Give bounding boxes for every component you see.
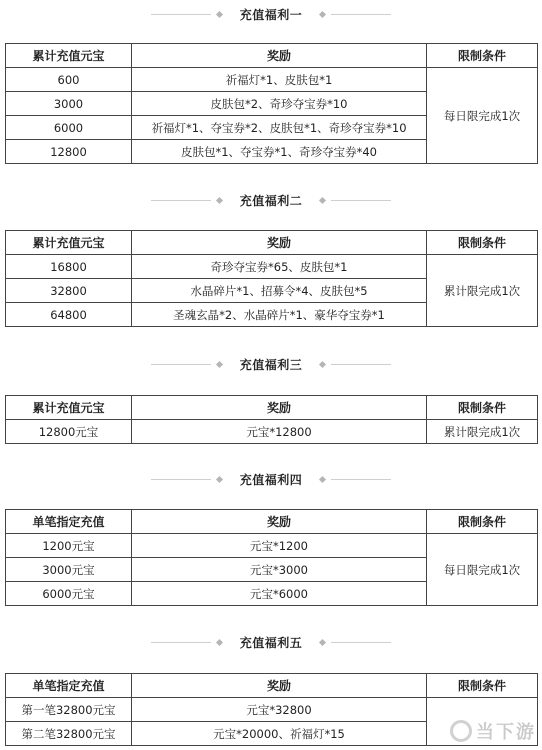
header-amount: 累计充值元宝: [6, 44, 132, 68]
header-condition: 限制条件: [427, 510, 538, 534]
header-condition: 限制条件: [427, 674, 538, 698]
title-line: [331, 364, 391, 365]
cell-amount: 3000元宝: [6, 558, 132, 582]
table-row: [6, 68, 538, 92]
diamond-icon: [216, 10, 223, 17]
header-reward: 奖励: [132, 674, 427, 698]
title-line: [151, 14, 211, 15]
section-heading: 充值福利一: [239, 7, 303, 22]
cell-amount: 64800: [6, 303, 132, 327]
cell-reward: 水晶碎片*1、招募令*4、皮肤包*5: [132, 279, 427, 303]
table-header-row: [6, 510, 538, 534]
cell-condition: 每日限完成1次: [427, 68, 538, 164]
reward-table-4: [5, 509, 538, 606]
cell-reward: 圣魂玄晶*2、水晶碎片*1、豪华夺宝券*1: [132, 303, 427, 327]
title-line: [331, 200, 391, 201]
watermark-text: 当下游: [476, 722, 536, 743]
diamond-icon: [319, 360, 326, 367]
cell-reward: 元宝*6000: [132, 582, 427, 606]
table-header-row: [6, 396, 538, 420]
title-line: [151, 200, 211, 201]
header-reward: 奖励: [132, 396, 427, 420]
cell-amount: 6000: [6, 116, 132, 140]
diamond-icon: [216, 196, 223, 203]
diamond-icon: [319, 196, 326, 203]
table-row: [6, 420, 538, 444]
section-title-4: [0, 467, 542, 491]
diamond-icon: [216, 638, 223, 645]
cell-amount: 6000元宝: [6, 582, 132, 606]
header-amount: 单笔指定充值: [6, 674, 132, 698]
cell-amount: 600: [6, 68, 132, 92]
cell-amount: 12800元宝: [6, 420, 132, 444]
cell-amount: 3000: [6, 92, 132, 116]
title-line: [151, 642, 211, 643]
cell-amount: 1200元宝: [6, 534, 132, 558]
section-title-2: [0, 188, 542, 212]
cell-reward: 元宝*20000、祈福灯*15: [132, 722, 427, 746]
header-condition: 限制条件: [427, 44, 538, 68]
cell-reward: 祈福灯*1、夺宝券*2、皮肤包*1、奇珍夺宝券*10: [132, 116, 427, 140]
title-line: [151, 479, 211, 480]
diamond-icon: [319, 10, 326, 17]
header-amount: 累计充值元宝: [6, 396, 132, 420]
section-heading: 充值福利五: [239, 635, 303, 650]
cell-reward: 皮肤包*2、奇珍夺宝券*10: [132, 92, 427, 116]
title-line: [151, 364, 211, 365]
cell-reward: 元宝*3000: [132, 558, 427, 582]
header-reward: 奖励: [132, 44, 427, 68]
reward-table-2: [5, 230, 538, 327]
cell-amount: 16800: [6, 255, 132, 279]
title-line: [331, 479, 391, 480]
cell-amount: 第一笔32800元宝: [6, 698, 132, 722]
section-heading: 充值福利三: [239, 357, 303, 372]
header-amount: 累计充值元宝: [6, 231, 132, 255]
header-condition: 限制条件: [427, 396, 538, 420]
title-line: [331, 642, 391, 643]
cell-condition: 每日限完成1次: [427, 534, 538, 606]
section-heading: 充值福利二: [239, 193, 303, 208]
section-heading: 充值福利四: [239, 472, 303, 487]
cell-reward: 元宝*12800: [132, 420, 427, 444]
cell-condition: 累计限完成1次: [427, 255, 538, 327]
section-title-1: [0, 2, 542, 26]
section-title-3: [0, 352, 542, 376]
cell-amount: 12800: [6, 140, 132, 164]
watermark-logo-icon: [450, 720, 472, 742]
cell-reward: 祈福灯*1、皮肤包*1: [132, 68, 427, 92]
table-header-row: [6, 674, 538, 698]
diamond-icon: [216, 475, 223, 482]
table-row: [6, 255, 538, 279]
reward-table-3: [5, 395, 538, 444]
cell-reward: 皮肤包*1、夺宝券*1、奇珍夺宝券*40: [132, 140, 427, 164]
table-header-row: [6, 44, 538, 68]
diamond-icon: [319, 638, 326, 645]
cell-reward: 元宝*1200: [132, 534, 427, 558]
header-reward: 奖励: [132, 510, 427, 534]
header-amount: 单笔指定充值: [6, 510, 132, 534]
diamond-icon: [216, 360, 223, 367]
header-reward: 奖励: [132, 231, 427, 255]
cell-reward: 元宝*32800: [132, 698, 427, 722]
title-line: [331, 14, 391, 15]
cell-amount: 32800: [6, 279, 132, 303]
table-row: [6, 534, 538, 558]
diamond-icon: [319, 475, 326, 482]
cell-condition: 累计限完成1次: [427, 420, 538, 444]
cell-reward: 奇珍夺宝券*65、皮肤包*1: [132, 255, 427, 279]
header-condition: 限制条件: [427, 231, 538, 255]
watermark: [450, 718, 536, 744]
cell-amount: 第二笔32800元宝: [6, 722, 132, 746]
table-header-row: [6, 231, 538, 255]
reward-table-1: [5, 43, 538, 164]
section-title-5: [0, 630, 542, 654]
